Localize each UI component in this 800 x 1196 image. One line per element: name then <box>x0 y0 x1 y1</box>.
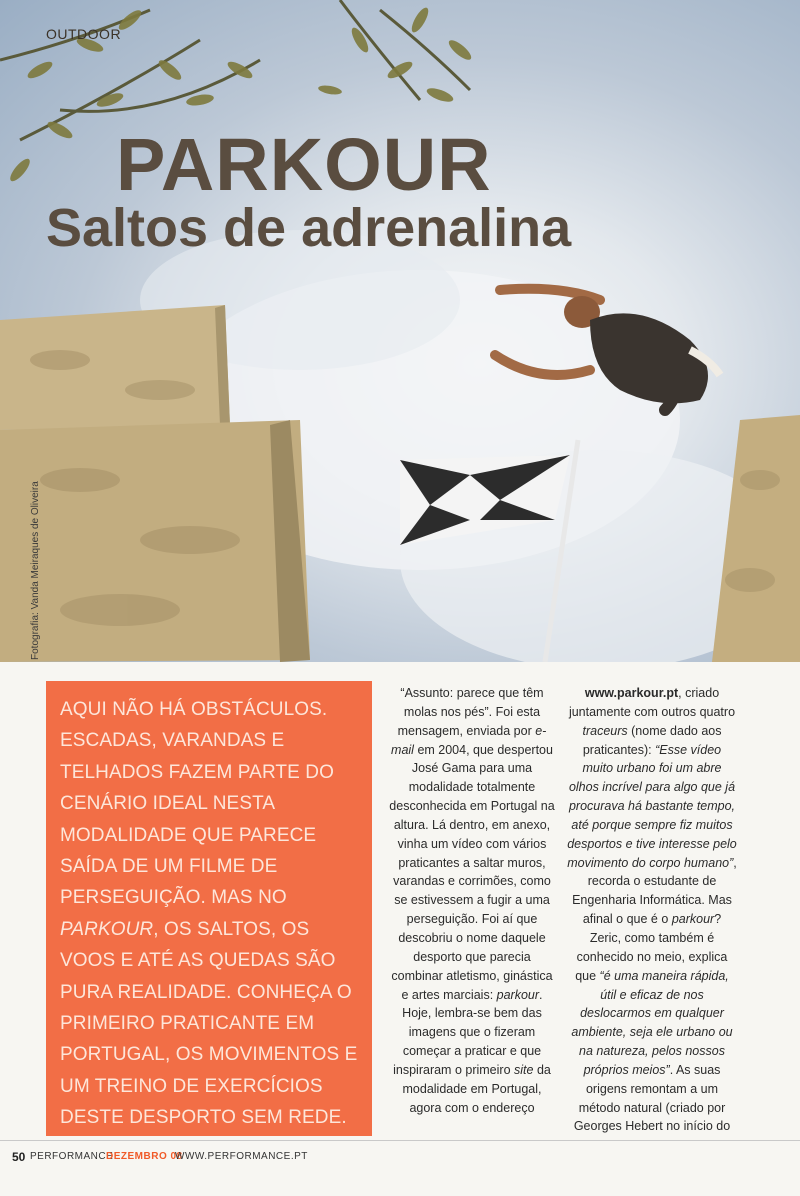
col1-part-1: “Assunto: parece que têm molas nos pés”. Foi esta mensagem, enviada por <box>397 686 544 738</box>
text-column-2 <box>567 684 737 1136</box>
lead-paragraph <box>60 694 365 1134</box>
col2-quote-1: “Esse vídeo muito urbano foi um abre olhos incrível para algo que já procurava há bastante tempo, até porque sempre fiz muitos desportos e tive interesse pelo movimento do corpo humano” <box>567 742 737 870</box>
photo-credit: Fotografia: Vanda Meiraques de Oliveira <box>30 481 41 660</box>
article-title: PARKOUR <box>116 123 492 206</box>
col2-em-2: parkour <box>671 912 715 927</box>
col1-part-3: . Hoje, lembra-se bem das imagens que o fizeram começar a praticar e que inspiraram o primeiro <box>393 987 543 1077</box>
parkour-url-link: www.parkour.pt <box>584 686 679 700</box>
col2-part-1: , criado juntamente com outros quatro <box>568 686 736 719</box>
col2-quote-2: “é uma maneira rápida, útil e eficaz de nos deslocarmos em qualquer ambiente, seja ele urbano ou na natureza, pelos nossos próprios meios” <box>571 968 733 1077</box>
lead-text: AQUI NÃO HÁ OBSTÁCULOS. ESCADAS, VARANDAS E TELHADOS FAZEM PARTE DO CENÁRIO IDEAL NESTA MODALIDADE QUE PARECE SAÍDA DE UM FILME DE PERSEGUIÇÃO. MAS NO <box>60 699 334 909</box>
text-column-1 <box>388 684 556 1117</box>
col1-em-1: e-mail <box>391 723 547 757</box>
col1-em-3: site <box>514 1062 534 1077</box>
col2-part-5: . As suas origens remontam a um método natural (criado por Georges Hebert no início do <box>573 1062 731 1134</box>
col1-em-2: parkour <box>496 987 540 1002</box>
col2-part-3: , recorda o estudante de Engenharia Informática. Mas afinal o que é o <box>572 855 737 927</box>
col2-part-4: ? Zeric, como também é conhecido no meio, explica que <box>575 912 728 983</box>
page-footer <box>0 1140 800 1196</box>
col2-em-1: traceurs <box>582 723 628 738</box>
article-subtitle: Saltos de adrenalina <box>46 198 572 258</box>
magazine-name: PERFORMANCE <box>30 1151 114 1162</box>
lead-rest: , OS SALTOS, OS VOOS E ATÉ AS QUEDAS SÃO PURA REALIDADE. CONHEÇA O PRIMEIRO PRATICANTE EM PORTUGAL, OS MOVIMENTOS E UM TREINO DE EXERCÍCIOS DESTE DESPORTO SEM REDE. <box>60 918 358 1129</box>
issue-date: DEZEMBRO 08 <box>106 1151 183 1162</box>
magazine-website: WWW.PERFORMANCE.PT <box>175 1151 308 1162</box>
col1-part-4: da modalidade em Portugal, agora com o endereço <box>402 1062 551 1115</box>
col1-part-2: em 2004, que despertou José Gama para uma modalidade totalmente desconhecida em Portugal na altura. Lá dentro, em anexo, vinha um vídeo com vários praticantes a saltar muros, varandas e corrimões, como se estivessem a fugir a uma perseguição. Foi aí que descobriu o nome daquele desporto que parecia combinar atletismo, ginástica e artes marciais: <box>389 742 555 1002</box>
col2-part-2: (nome dado aos praticantes): <box>582 723 722 757</box>
section-label: OUTDOOR <box>46 26 122 42</box>
page-number: 50 <box>12 1150 26 1164</box>
lead-italic: PARKOUR <box>60 918 154 940</box>
